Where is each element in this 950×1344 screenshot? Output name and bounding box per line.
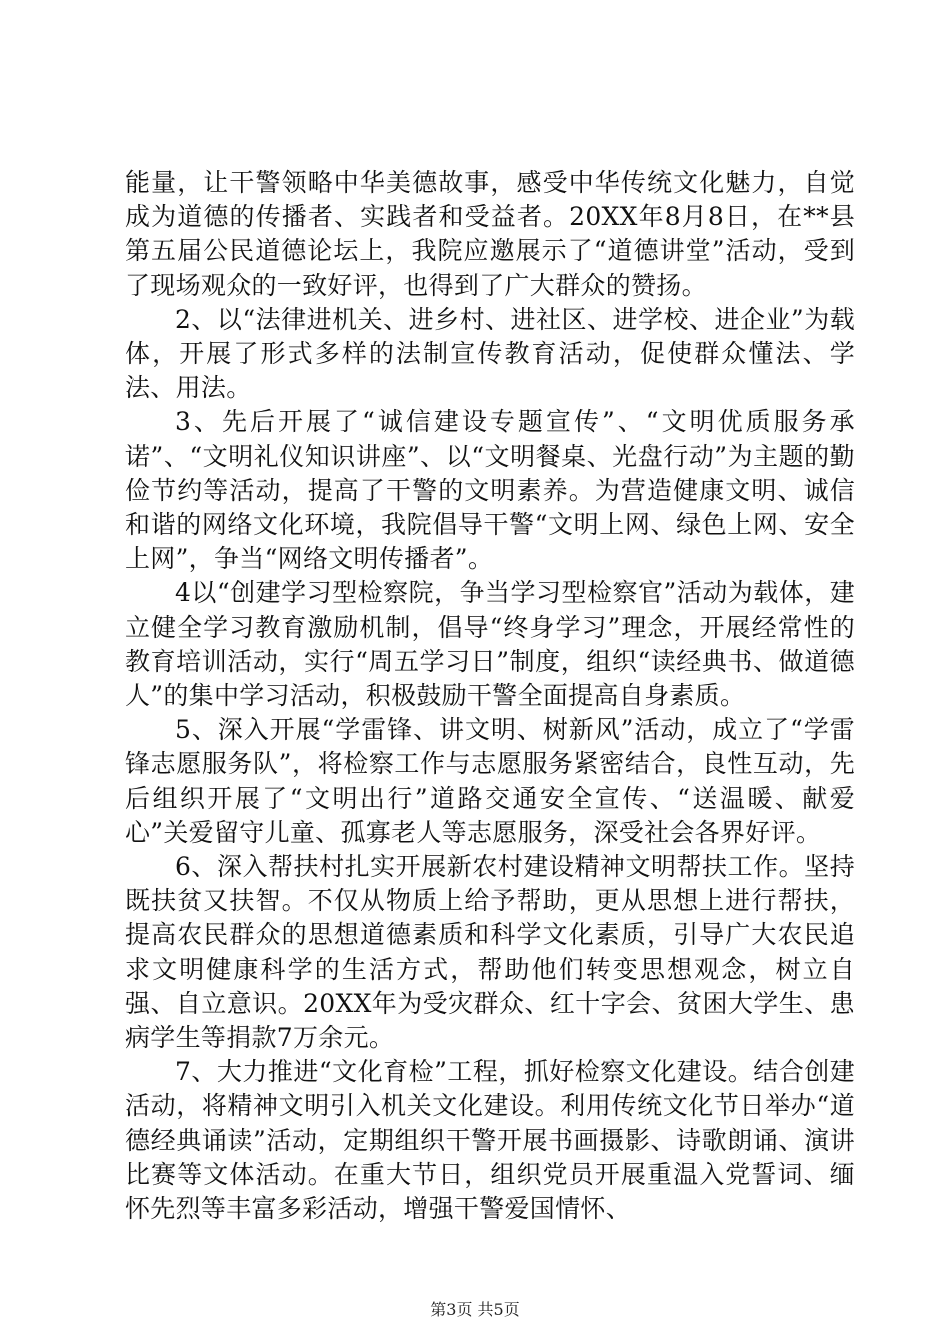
paragraph-item-7: 7、大力推进“文化育检”工程，抓好检察文化建设。结合创建活动，将精神文明引入机关文化建设。利用传统文化节日举办“道德经典诵读”活动，定期组织干警开展书画摄影、诗歌朗诵、演讲比赛等文体活动。在重大节日，组织党员开展重温入党誓词、缅怀先烈等丰富多彩活动，增强干警爱国情怀、: [125, 1057, 855, 1224]
page-number-footer: 第3页 共5页: [430, 1300, 520, 1319]
paragraph-item-6: 6、深入帮扶村扎实开展新农村建设精神文明帮扶工作。坚持既扶贫又扶智。不仅从物质上给予帮助，更从思想上进行帮扶，提高农民群众的思想道德素质和科学文化素质，引导广大农民追求文明健康科学的生活方式，帮助他们转变思想观念，树立自强、自立意识。20XX年为受灾群众、红十字会、贫困大学生、患病学生等捐款7万余元。: [125, 852, 855, 1053]
paragraph-continuation: 能量，让干警领略中华美德故事，感受中华传统文化魅力，自觉成为道德的传播者、实践者和受益者。20XX年8月8日，在**县第五届公民道德论坛上，我院应邀展示了“道德讲堂”活动，受到了现场观众的一致好评，也得到了广大群众的赞扬。: [125, 168, 855, 300]
paragraph-item-3: 3、先后开展了“诚信建设专题宣传”、“文明优质服务承诺”、“文明礼仪知识讲座”、以“文明餐桌、光盘行动”为主题的勤俭节约等活动，提高了干警的文明素养。为营造健康文明、诚信和谐的网络文化环境，我院倡导干警“文明上网、绿色上网、安全上网”，争当“网络文明传播者”。: [125, 407, 855, 574]
document-body: [125, 166, 855, 1226]
paragraph-item-4: 4以“创建学习型检察院，争当学习型检察官”活动为载体，建立健全学习教育激励机制，倡导“终身学习”理念，开展经常性的教育培训活动，实行“周五学习日”制度，组织“读经典书、做道德人”的集中学习活动，积极鼓励干警全面提高自身素质。: [125, 578, 855, 711]
paragraph-item-5: 5、深入开展“学雷锋、讲文明、树新风”活动，成立了“学雷锋志愿服务队”，将检察工作与志愿服务紧密结合，良性互动，先后组织开展了“文明出行”道路交通安全宣传、“送温暖、献爱心”关爱留守儿童、孤寡老人等志愿服务，深受社会各界好评。: [125, 715, 855, 847]
paragraph-item-2: 2、以“法律进机关、进乡村、进社区、进学校、进企业”为载体，开展了形式多样的法制宣传教育活动，促使群众懂法、学法、用法。: [125, 304, 855, 403]
